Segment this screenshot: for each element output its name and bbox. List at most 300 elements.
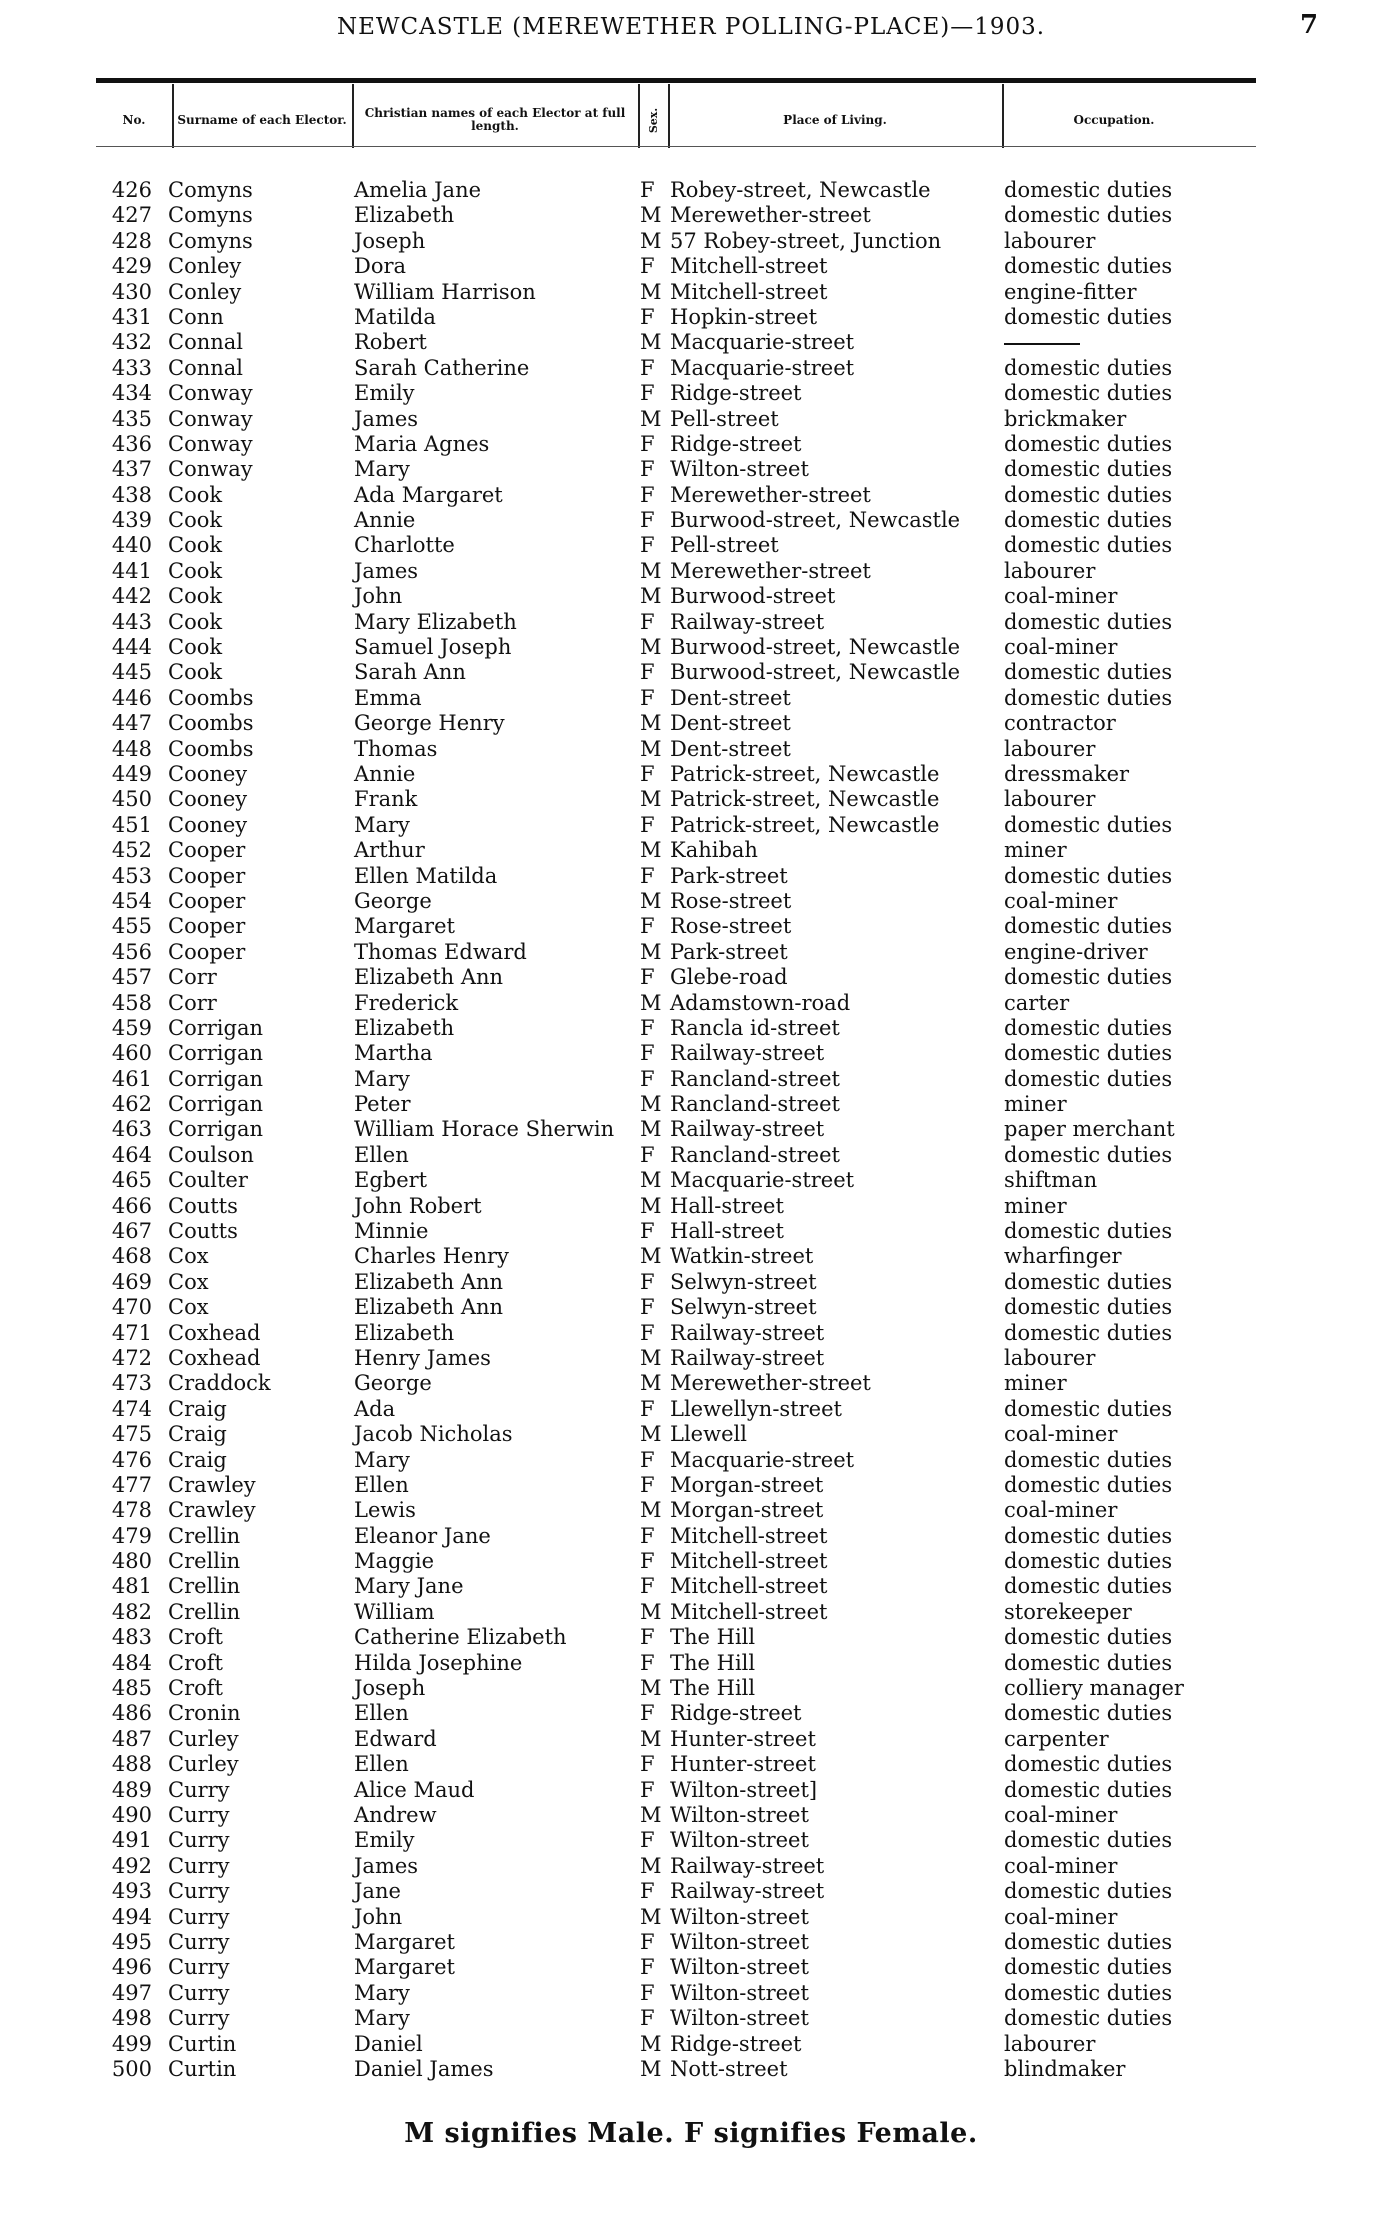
elector-place-of-living: Rose-street	[670, 914, 792, 939]
elector-sex: F	[640, 685, 655, 710]
col-header-place: Place of Living.	[783, 112, 887, 127]
elector-sex: F	[640, 965, 655, 990]
table-row	[0, 1498, 1382, 1523]
elector-place-of-living: Selwyn-street	[670, 1269, 817, 1294]
elector-surname: Craig	[168, 1422, 227, 1447]
elector-christian-names: Martha	[354, 1041, 433, 1066]
elector-occupation: domestic duties	[1004, 1574, 1173, 1599]
elector-christian-names: Sarah Catherine	[354, 355, 530, 380]
elector-place-of-living: Railway-street	[670, 609, 825, 634]
elector-place-of-living: Merewether-street	[670, 558, 871, 583]
elector-sex: F	[640, 1625, 655, 1650]
table-row	[0, 356, 1382, 381]
elector-number: 498	[111, 2006, 152, 2031]
elector-number: 430	[111, 279, 152, 304]
elector-christian-names: Maria Agnes	[354, 431, 490, 456]
elector-christian-names: Emily	[354, 1828, 415, 1853]
elector-number: 491	[111, 1828, 152, 1853]
table-row	[0, 991, 1382, 1016]
elector-sex: F	[640, 609, 655, 634]
elector-occupation: domestic duties	[1004, 304, 1173, 329]
elector-surname: Conn	[168, 304, 224, 329]
elector-surname: Crellin	[168, 1549, 241, 1574]
elector-number: 441	[111, 558, 152, 583]
elector-surname: Corrigan	[168, 1092, 263, 1117]
elector-place-of-living: Macquarie-street	[670, 355, 855, 380]
table-row	[0, 1295, 1382, 1320]
elector-occupation: domestic duties	[1004, 508, 1173, 533]
elector-occupation: wharfinger	[1004, 1244, 1122, 1269]
elector-surname: Croft	[168, 1625, 223, 1650]
elector-surname: Cooney	[168, 761, 248, 786]
elector-sex: F	[640, 1523, 655, 1548]
elector-place-of-living: Burwood-street	[670, 584, 836, 609]
elector-place-of-living: Morgan-street	[670, 1472, 824, 1497]
elector-surname: Crawley	[168, 1472, 256, 1497]
elector-number: 479	[111, 1523, 152, 1548]
elector-place-of-living: Merewether-street	[670, 482, 871, 507]
elector-christian-names: Mary	[354, 812, 410, 837]
table-row	[0, 280, 1382, 305]
elector-sex: M	[640, 1599, 662, 1624]
elector-christian-names: Ellen	[354, 1142, 409, 1167]
elector-occupation: domestic duties	[1004, 203, 1173, 228]
table-row	[0, 914, 1382, 939]
table-row	[0, 2006, 1382, 2031]
elector-occupation: domestic duties	[1004, 609, 1173, 634]
elector-christian-names: John	[354, 584, 403, 609]
header-top-rule	[96, 78, 1256, 83]
elector-surname: Cook	[168, 508, 223, 533]
table-row	[0, 965, 1382, 990]
elector-christian-names: Daniel	[354, 2031, 423, 2056]
elector-number: 448	[111, 736, 152, 761]
elector-christian-names: Arthur	[354, 838, 425, 863]
elector-christian-names: James	[354, 558, 419, 583]
elector-number: 450	[111, 787, 152, 812]
elector-sex: F	[640, 1980, 655, 2005]
elector-occupation: domestic duties	[1004, 965, 1173, 990]
elector-christian-names: William Horace Sherwin	[354, 1117, 615, 1142]
elector-place-of-living: Watkin-street	[670, 1244, 814, 1269]
elector-surname: Cook	[168, 635, 223, 660]
elector-sex: F	[640, 863, 655, 888]
elector-christian-names: Charles Henry	[354, 1244, 509, 1269]
elector-place-of-living: Wilton-street	[670, 1828, 809, 1853]
elector-place-of-living: Patrick-street, Newcastle	[670, 812, 940, 837]
elector-place-of-living: Mitchell-street	[670, 254, 828, 279]
elector-christian-names: Daniel James	[354, 2056, 494, 2081]
table-row	[0, 940, 1382, 965]
col-header-surname: Surname of each Elector.	[177, 112, 347, 127]
elector-christian-names: Elizabeth Ann	[354, 1295, 504, 1320]
table-row	[0, 1244, 1382, 1269]
table-row	[0, 1574, 1382, 1599]
elector-number: 475	[111, 1422, 152, 1447]
elector-sex: F	[640, 1929, 655, 1954]
elector-christian-names: Joseph	[354, 1676, 426, 1701]
table-row	[0, 381, 1382, 406]
elector-occupation: coal-miner	[1004, 1498, 1118, 1523]
elector-place-of-living: Llewell	[670, 1422, 747, 1447]
elector-christian-names: George	[354, 1371, 432, 1396]
elector-number: 470	[111, 1295, 152, 1320]
elector-occupation: contractor	[1004, 711, 1116, 736]
table-row	[0, 1473, 1382, 1498]
elector-surname: Coutts	[168, 1193, 238, 1218]
elector-sex: F	[640, 1828, 655, 1853]
table-row	[0, 1321, 1382, 1346]
elector-christian-names: Emily	[354, 381, 415, 406]
elector-christian-names: Mary Elizabeth	[354, 609, 517, 634]
elector-christian-names: George Henry	[354, 711, 505, 736]
elector-occupation: miner	[1004, 1371, 1067, 1396]
elector-christian-names: Andrew	[354, 1803, 437, 1827]
table-row	[0, 1879, 1382, 1904]
elector-christian-names: Egbert	[354, 1168, 428, 1193]
elector-sex: M	[640, 228, 662, 253]
elector-number: 432	[111, 330, 152, 355]
elector-surname: Croft	[168, 1676, 223, 1701]
elector-sex: M	[640, 1803, 662, 1827]
electors-table-body	[0, 178, 1382, 2082]
elector-place-of-living: Hall-street	[670, 1219, 784, 1244]
elector-surname: Comyns	[168, 178, 253, 202]
elector-sex: F	[640, 457, 655, 482]
elector-number: 453	[111, 863, 152, 888]
elector-place-of-living: Rancla id-street	[670, 1015, 840, 1040]
page-title: NEWCASTLE (MEREWETHER POLLING-PLACE)—1903.	[336, 14, 1046, 40]
elector-occupation: domestic duties	[1004, 1650, 1173, 1675]
elector-sex: F	[640, 2006, 655, 2031]
elector-place-of-living: Llewellyn-street	[670, 1396, 842, 1421]
elector-occupation: miner	[1004, 1193, 1067, 1218]
elector-occupation: coal-miner	[1004, 888, 1118, 913]
elector-sex: M	[640, 1345, 662, 1370]
elector-number: 486	[111, 1701, 152, 1726]
elector-number: 445	[111, 660, 152, 685]
elector-place-of-living: Wilton-street	[670, 1803, 809, 1827]
elector-number: 495	[111, 1929, 152, 1954]
elector-surname: Comyns	[168, 228, 253, 253]
elector-christian-names: Ellen Matilda	[354, 863, 498, 888]
elector-number: 434	[111, 381, 152, 406]
elector-sex: F	[640, 1142, 655, 1167]
elector-sex: M	[640, 1422, 662, 1447]
elector-place-of-living: Railway-street	[670, 1345, 825, 1370]
elector-place-of-living: Mitchell-street	[670, 1599, 828, 1624]
elector-surname: Curry	[168, 1777, 230, 1802]
elector-christian-names: Elizabeth Ann	[354, 965, 504, 990]
elector-number: 494	[111, 1904, 152, 1929]
elector-sex: F	[640, 1472, 655, 1497]
elector-occupation: domestic duties	[1004, 1269, 1173, 1294]
elector-place-of-living: Ridge-street	[670, 431, 802, 456]
elector-number: 472	[111, 1345, 152, 1370]
elector-surname: Croft	[168, 1650, 223, 1675]
table-row	[0, 457, 1382, 482]
elector-christian-names: Elizabeth	[354, 203, 455, 228]
table-row	[0, 432, 1382, 457]
elector-surname: Cox	[168, 1269, 209, 1294]
table-row	[0, 1371, 1382, 1396]
table-row	[0, 1600, 1382, 1625]
elector-surname: Curry	[168, 1853, 230, 1878]
elector-occupation: domestic duties	[1004, 1955, 1173, 1980]
elector-occupation: coal-miner	[1004, 1803, 1118, 1827]
elector-occupation: domestic duties	[1004, 812, 1173, 837]
table-row	[0, 1727, 1382, 1752]
elector-christian-names: Joseph	[354, 228, 426, 253]
table-row	[0, 635, 1382, 660]
elector-christian-names: Mary	[354, 1980, 410, 2005]
elector-christian-names: William	[354, 1599, 435, 1624]
elector-christian-names: Catherine Elizabeth	[354, 1625, 567, 1650]
elector-sex: M	[640, 1193, 662, 1218]
elector-christian-names: Emma	[354, 685, 422, 710]
elector-place-of-living: Patrick-street, Newcastle	[670, 761, 940, 786]
elector-surname: Cook	[168, 584, 223, 609]
elector-occupation: domestic duties	[1004, 178, 1173, 202]
elector-sex: F	[640, 508, 655, 533]
elector-occupation: domestic duties	[1004, 660, 1173, 685]
elector-number: 458	[111, 990, 152, 1015]
elector-sex: M	[640, 1676, 662, 1701]
elector-christian-names: Ellen	[354, 1752, 409, 1777]
elector-occupation: domestic duties	[1004, 1752, 1173, 1777]
elector-number: 496	[111, 1955, 152, 1980]
elector-place-of-living: Dent-street	[670, 711, 791, 736]
elector-surname: Cooney	[168, 812, 248, 837]
elector-surname: Connal	[168, 355, 243, 380]
elector-surname: Coxhead	[168, 1345, 261, 1370]
elector-number: 482	[111, 1599, 152, 1624]
table-row	[0, 1955, 1382, 1980]
elector-number: 497	[111, 1980, 152, 2005]
table-row	[0, 330, 1382, 355]
elector-surname: Conway	[168, 381, 253, 406]
table-row	[0, 1803, 1382, 1828]
elector-occupation: domestic duties	[1004, 1879, 1173, 1904]
elector-occupation: domestic duties	[1004, 1396, 1173, 1421]
elector-number: 456	[111, 939, 152, 964]
elector-number: 466	[111, 1193, 152, 1218]
elector-occupation: domestic duties	[1004, 1320, 1173, 1345]
elector-occupation: coal-miner	[1004, 1904, 1118, 1929]
table-row	[0, 660, 1382, 685]
elector-sex: M	[640, 939, 662, 964]
elector-place-of-living: Railway-street	[670, 1117, 825, 1142]
elector-christian-names: Frederick	[354, 990, 459, 1015]
elector-surname: Coulson	[168, 1142, 254, 1167]
table-row	[0, 1092, 1382, 1117]
elector-christian-names: Maggie	[354, 1549, 435, 1574]
elector-number: 443	[111, 609, 152, 634]
table-row	[0, 483, 1382, 508]
elector-christian-names: Margaret	[354, 914, 455, 939]
elector-christian-names: Peter	[354, 1092, 411, 1117]
elector-sex: F	[640, 304, 655, 329]
elector-sex: M	[640, 330, 662, 355]
elector-occupation: labourer	[1004, 228, 1096, 253]
elector-number: 500	[111, 2056, 152, 2081]
elector-christian-names: Samuel Joseph	[354, 635, 512, 660]
elector-sex: M	[640, 1371, 662, 1396]
elector-surname: Comyns	[168, 203, 253, 228]
elector-occupation: blindmaker	[1004, 2056, 1126, 2081]
elector-surname: Cook	[168, 660, 223, 685]
elector-surname: Cooper	[168, 914, 246, 939]
elector-place-of-living: Mitchell-street	[670, 1523, 828, 1548]
col-header-christian-names: Christian names of each Elector at full length.	[364, 106, 626, 133]
elector-christian-names: Margaret	[354, 1955, 455, 1980]
elector-surname: Conway	[168, 457, 253, 482]
elector-christian-names: Mary	[354, 1066, 410, 1091]
elector-number: 469	[111, 1269, 152, 1294]
elector-place-of-living: Pell-street	[670, 533, 779, 558]
elector-occupation: domestic duties	[1004, 355, 1173, 380]
table-row	[0, 1854, 1382, 1879]
elector-sex: M	[640, 1244, 662, 1269]
elector-occupation: coal-miner	[1004, 584, 1118, 609]
elector-christian-names: Minnie	[354, 1219, 429, 1244]
elector-christian-names: Elizabeth	[354, 1015, 455, 1040]
elector-christian-names: Frank	[354, 787, 418, 812]
elector-christian-names: Elizabeth	[354, 1320, 455, 1345]
elector-number: 440	[111, 533, 152, 558]
elector-christian-names: Edward	[354, 1726, 437, 1751]
elector-surname: Conway	[168, 431, 253, 456]
elector-number: 429	[111, 254, 152, 279]
table-row	[0, 1651, 1382, 1676]
elector-number: 427	[111, 203, 152, 228]
table-row	[0, 1981, 1382, 2006]
elector-sex: F	[640, 761, 655, 786]
elector-surname: Cox	[168, 1295, 209, 1320]
elector-sex: F	[640, 1650, 655, 1675]
elector-occupation: domestic duties	[1004, 1929, 1173, 1954]
elector-occupation: domestic duties	[1004, 1523, 1173, 1548]
elector-sex: F	[640, 1879, 655, 1904]
elector-occupation: labourer	[1004, 736, 1096, 761]
table-row	[0, 1752, 1382, 1777]
table-row	[0, 1930, 1382, 1955]
elector-surname: Cook	[168, 482, 223, 507]
elector-christian-names: Charlotte	[354, 533, 455, 558]
elector-sex: M	[640, 2056, 662, 2081]
elector-occupation: labourer	[1004, 2031, 1096, 2056]
elector-occupation: domestic duties	[1004, 685, 1173, 710]
elector-place-of-living: Rancland-street	[670, 1142, 840, 1167]
elector-number: 477	[111, 1472, 152, 1497]
elector-occupation: domestic duties	[1004, 914, 1173, 939]
elector-place-of-living: Merewether-street	[670, 203, 871, 228]
elector-christian-names: Ada Margaret	[354, 482, 503, 507]
elector-sex: M	[640, 1168, 662, 1193]
elector-place-of-living: Merewether-street	[670, 1371, 871, 1396]
table-row	[0, 1270, 1382, 1295]
elector-place-of-living: Park-street	[670, 863, 788, 888]
table-row	[0, 305, 1382, 330]
elector-occupation: coal-miner	[1004, 635, 1118, 660]
elector-occupation: dressmaker	[1004, 761, 1130, 786]
elector-number: 462	[111, 1092, 152, 1117]
elector-surname: Curry	[168, 1929, 230, 1954]
elector-christian-names: Jane	[354, 1879, 401, 1904]
elector-sex: F	[640, 1066, 655, 1091]
elector-occupation: domestic duties	[1004, 482, 1173, 507]
elector-sex: F	[640, 1396, 655, 1421]
elector-sex: F	[640, 482, 655, 507]
elector-number: 454	[111, 888, 152, 913]
elector-sex: F	[640, 660, 655, 685]
table-row	[0, 1219, 1382, 1244]
elector-surname: Curry	[168, 1955, 230, 1980]
elector-number: 489	[111, 1777, 152, 1802]
table-row	[0, 610, 1382, 635]
elector-sex: F	[640, 1320, 655, 1345]
elector-christian-names: Ellen	[354, 1472, 409, 1497]
elector-surname: Cooper	[168, 939, 246, 964]
elector-number: 464	[111, 1142, 152, 1167]
elector-occupation: domestic duties	[1004, 381, 1173, 406]
elector-place-of-living: Wilton-street	[670, 2006, 809, 2031]
elector-occupation: carter	[1004, 990, 1070, 1015]
elector-number: 488	[111, 1752, 152, 1777]
elector-christian-names: Jacob Nicholas	[354, 1422, 513, 1447]
elector-surname: Curry	[168, 1879, 230, 1904]
elector-number: 485	[111, 1676, 152, 1701]
col-header-no: No.	[122, 112, 146, 127]
elector-christian-names: Thomas Edward	[354, 939, 527, 964]
table-row	[0, 533, 1382, 558]
elector-place-of-living: Rose-street	[670, 888, 792, 913]
col-header-sex	[640, 94, 668, 146]
elector-place-of-living: Wilton-street	[670, 1955, 809, 1980]
table-row	[0, 1016, 1382, 1041]
elector-occupation: domestic duties	[1004, 1041, 1173, 1066]
blank-occupation-dash	[1004, 343, 1080, 345]
elector-number: 473	[111, 1371, 152, 1396]
elector-christian-names: George	[354, 888, 432, 913]
table-row	[0, 559, 1382, 584]
elector-place-of-living: The Hill	[670, 1676, 756, 1701]
elector-number: 451	[111, 812, 152, 837]
elector-sex: F	[640, 1447, 655, 1472]
elector-place-of-living: Railway-street	[670, 1879, 825, 1904]
elector-surname: Corrigan	[168, 1066, 263, 1091]
elector-christian-names: Margaret	[354, 1929, 455, 1954]
elector-place-of-living: Macquarie-street	[670, 1447, 855, 1472]
elector-occupation: domestic duties	[1004, 1549, 1173, 1574]
elector-place-of-living: Hopkin-street	[670, 304, 818, 329]
table-row	[0, 203, 1382, 228]
elector-place-of-living: Wilton-street	[670, 1929, 809, 1954]
elector-surname: Corrigan	[168, 1041, 263, 1066]
table-row	[0, 1905, 1382, 1930]
elector-surname: Cook	[168, 558, 223, 583]
table-row	[0, 1448, 1382, 1473]
elector-christian-names: Robert	[354, 330, 427, 355]
elector-sex: F	[640, 1015, 655, 1040]
elector-place-of-living: Ridge-street	[670, 381, 802, 406]
elector-occupation: carpenter	[1004, 1726, 1109, 1751]
elector-number: 457	[111, 965, 152, 990]
elector-place-of-living: Park-street	[670, 939, 788, 964]
elector-place-of-living: Mitchell-street	[670, 279, 828, 304]
elector-sex: M	[640, 2031, 662, 2056]
elector-number: 442	[111, 584, 152, 609]
